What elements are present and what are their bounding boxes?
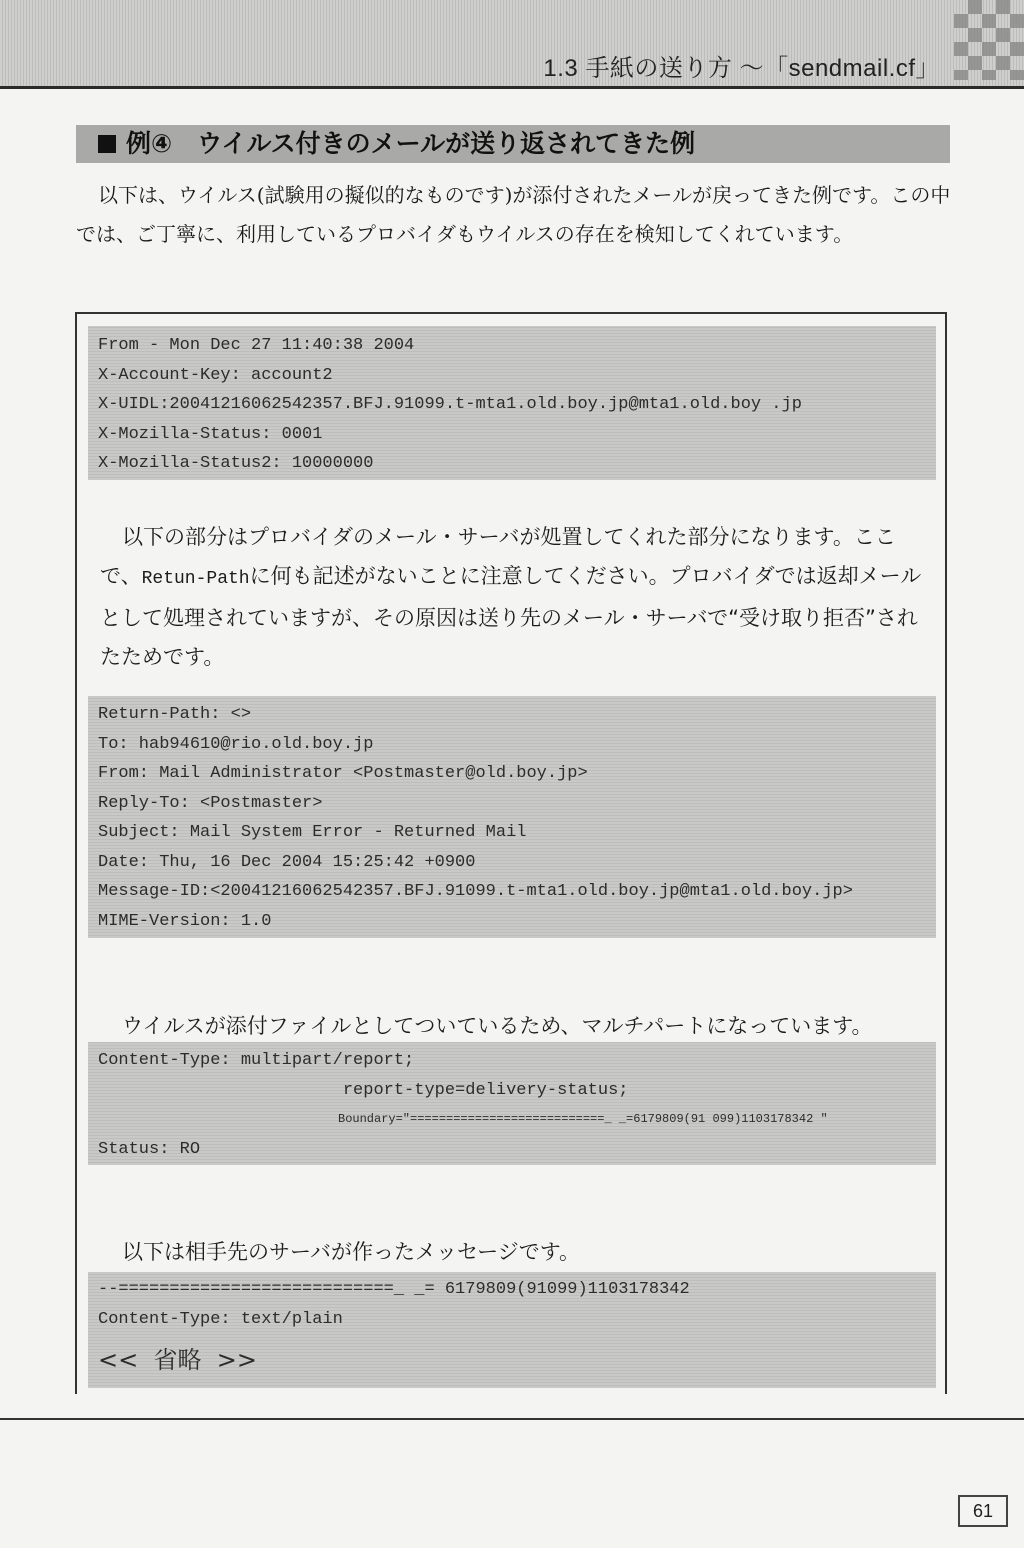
code-line: Return-Path: <> [98,705,252,724]
code-line: From: Mail Administrator <Postmaster@old.boy.jp> [98,764,588,783]
code-block-headers [88,326,936,480]
code-line: X-Account-Key: account2 [98,365,333,385]
black-square-icon [98,135,116,153]
checker-decoration [954,0,1024,80]
code-line: Message-ID:<20041216062542357.BFJ.91099.t-mta1.old.boy.jp@mta1.old.boy.jp> [98,882,853,901]
code-line: X-Mozilla-Status: 0001 [98,424,323,444]
paragraph-text: に何も記述がないことに注意してください。プロバイダでは返却メールとして処理されていますが、その原因は送り先のメール・サーバで“受け取り拒否”されたためです。 [100,564,922,669]
code-line: report-type=delivery-status; [98,1080,629,1100]
intro-paragraph: 以下は、ウイルス(試験用の擬似的なものです)が添付されたメールが戻ってきた例です。この中では、ご丁寧に、利用しているプロバイダもウイルスの存在を検知してくれています。 [76,183,951,246]
code-block-content-type [88,1042,936,1165]
paragraph-text: 以下の部分はプロバイダのメール・サーバが処置してくれた部分になります。ここで、 [100,525,896,588]
page-number: 61 [958,1495,1008,1527]
omitted-marker: << 省略 >> [98,1346,257,1374]
code-line: Reply-To: <Postmaster> [98,793,323,813]
paragraph-server-message: 以下は相手先のサーバが作ったメッセージです。 [122,1240,581,1264]
code-line: To: hab94610@rio.old.boy.jp [98,734,374,754]
section-title [76,125,950,163]
code-line: X-Mozilla-Status2: 10000000 [98,454,374,473]
bottom-rule [0,1418,1024,1420]
code-block-message [88,1272,936,1388]
paragraph-multipart: ウイルスが添付ファイルとしてついているため、マルチパートになっています。 [122,1014,873,1038]
code-line: Subject: Mail System Error - Returned Mail [98,823,527,842]
code-line: Content-Type: text/plain [98,1309,343,1329]
inline-code: Retun-Path [141,569,250,589]
running-head: 1.3 手紙の送り方 〜「sendmail.cf」 [543,55,940,82]
section-title-text: 例④ ウイルス付きのメールが送り返されてきた例 [126,129,696,158]
code-block-return [88,696,936,938]
paragraph-provider [100,518,930,677]
code-line: Status: RO [98,1139,201,1159]
code-line: MIME-Version: 1.0 [98,911,272,931]
code-line: X-UIDL:20041216062542357.BFJ.91099.t-mta1.old.boy.jp@mta1.old.boy .jp [98,395,802,414]
code-line: From - Mon Dec 27 11:40:38 2004 [98,336,415,355]
code-line: Date: Thu, 16 Dec 2004 15:25:42 +0900 [98,852,476,872]
code-line: --===========================_ _= 6179809(91099)1103178342 [98,1280,690,1299]
code-line: Content-Type: multipart/report; [98,1051,415,1070]
code-line: Boundary="===========================_ _=6179809(91 099)1103178342 " [338,1112,828,1126]
